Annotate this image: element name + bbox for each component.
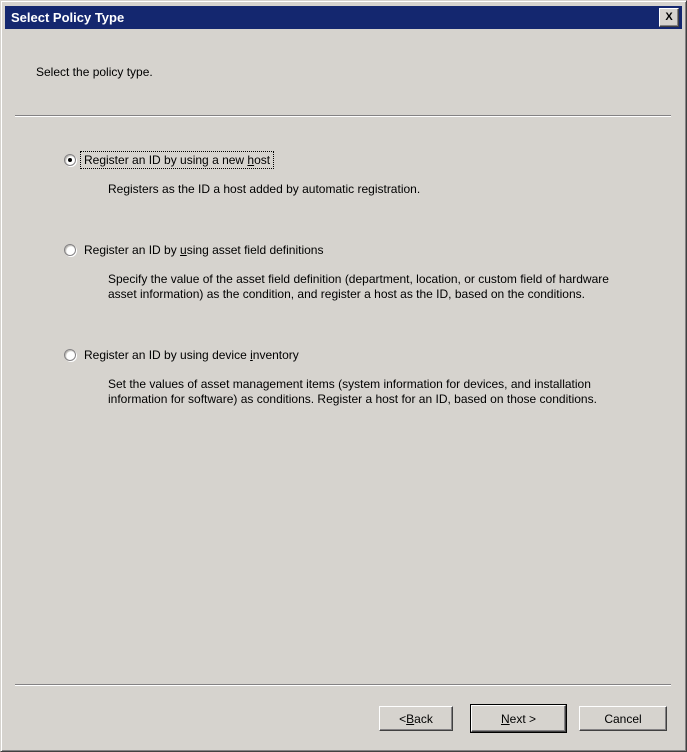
option-description: Set the values of asset management items (system information for devices, and installation information for software) as conditions. Register a host for an ID, based on those conditions.: [108, 377, 597, 406]
option-description: Registers as the ID a host added by automatic registration.: [108, 182, 421, 196]
divider-top: [15, 115, 671, 117]
radio-row[interactable]: [64, 242, 616, 258]
dialog-title: Select Policy Type: [11, 10, 125, 25]
policy-option-asset-field: [64, 242, 616, 302]
radio-button[interactable]: [64, 349, 76, 361]
close-icon[interactable]: X: [659, 8, 679, 27]
radio-button[interactable]: [64, 154, 76, 166]
radio-label[interactable]: Register an ID by using asset field definitions: [84, 243, 324, 257]
radio-label[interactable]: Register an ID by using a new host: [81, 152, 273, 168]
option-description: Specify the value of the asset field definition (department, location, or custom field of hardware asset information) as the condition, and register a host as the ID, based on the conditions.: [108, 272, 609, 301]
radio-button[interactable]: [64, 244, 76, 256]
divider-bottom: [15, 684, 671, 686]
title-bar: [5, 6, 682, 29]
policy-option-new-host: [64, 152, 420, 197]
next-button[interactable]: N ext >: [471, 705, 566, 732]
radio-label[interactable]: Register an ID by using device inventory: [84, 348, 299, 362]
back-button[interactable]: < B ack: [379, 706, 453, 731]
instruction-text: Select the policy type.: [36, 65, 153, 79]
radio-row[interactable]: [64, 152, 420, 168]
radio-row[interactable]: [64, 347, 600, 363]
policy-option-device-inventory: [64, 347, 600, 407]
cancel-button[interactable]: Cancel: [579, 706, 667, 731]
